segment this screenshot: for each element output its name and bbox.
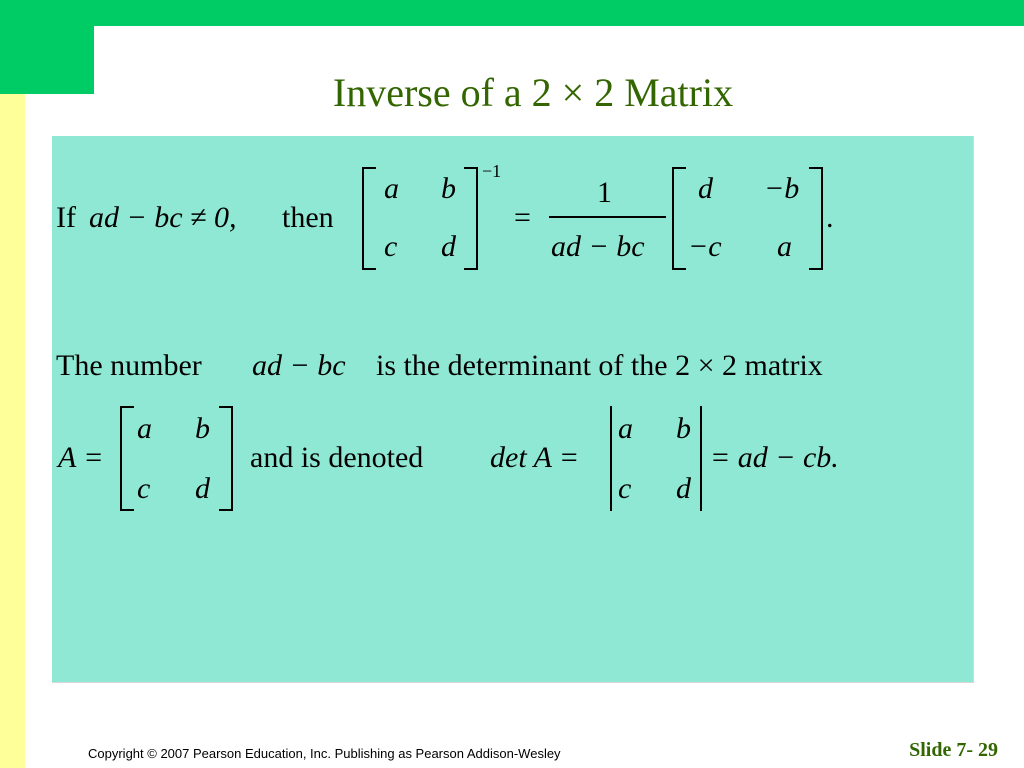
copyright-notice: Copyright © 2007 Pearson Education, Inc. Publishing as Pearson Addison-Wesley xyxy=(88,746,561,761)
adjugate-entry-neg-c: −c xyxy=(688,230,722,263)
adjugate-left-bracket xyxy=(672,167,686,270)
det-entry-c: c xyxy=(618,472,632,505)
fraction-bar xyxy=(549,216,666,218)
matrix-a-left-bracket xyxy=(120,406,134,511)
determinant-right-bar xyxy=(700,406,702,511)
fraction-numerator: 1 xyxy=(597,176,612,209)
content-panel xyxy=(52,136,974,683)
line2-prefix: The number xyxy=(56,349,202,382)
matrix-a-entry-b: b xyxy=(195,412,210,445)
matrix-entry-a: a xyxy=(384,172,399,205)
det-entry-d: d xyxy=(676,472,691,505)
if-word: If xyxy=(56,201,76,234)
line2-suffix: is the determinant of the 2 × 2 matrix xyxy=(376,349,823,382)
condition-expression: ad − bc ≠ 0, xyxy=(89,201,237,234)
slide-number: Slide 7- 29 xyxy=(909,739,998,761)
det-entry-a: a xyxy=(618,412,633,445)
matrix-left-bracket xyxy=(362,167,376,270)
then-word: then xyxy=(282,201,334,234)
line3-middle-text: and is denoted xyxy=(250,441,424,474)
det-result: = ad − cb. xyxy=(710,441,839,474)
matrix-a-label: A = xyxy=(58,441,104,474)
adjugate-entry-d: d xyxy=(698,172,713,205)
slide-title: Inverse of a 2 × 2 Matrix xyxy=(332,70,734,115)
adjugate-entry-a: a xyxy=(777,230,792,263)
matrix-a-right-bracket xyxy=(219,406,233,511)
matrix-a-entry-c: c xyxy=(137,472,151,505)
matrix-a-entry-d: d xyxy=(195,472,210,505)
inverse-exponent: −1 xyxy=(482,161,502,181)
top-accent-bar xyxy=(0,0,1024,26)
matrix-entry-b: b xyxy=(441,172,456,205)
adjugate-entry-neg-b: −b xyxy=(764,172,800,205)
fraction-denominator: ad − bc xyxy=(551,230,645,263)
matrix-entry-c: c xyxy=(384,230,398,263)
equals-sign: = xyxy=(514,201,531,234)
line1-period: . xyxy=(826,201,834,234)
left-accent-strip xyxy=(0,94,25,768)
det-label: det A = xyxy=(490,441,580,474)
matrix-entry-d: d xyxy=(441,230,456,263)
line2-expression: ad − bc xyxy=(252,349,346,382)
adjugate-right-bracket xyxy=(809,167,823,270)
det-entry-b: b xyxy=(676,412,691,445)
matrix-right-bracket xyxy=(464,167,478,270)
determinant-left-bar xyxy=(610,406,612,511)
matrix-a-entry-a: a xyxy=(137,412,152,445)
